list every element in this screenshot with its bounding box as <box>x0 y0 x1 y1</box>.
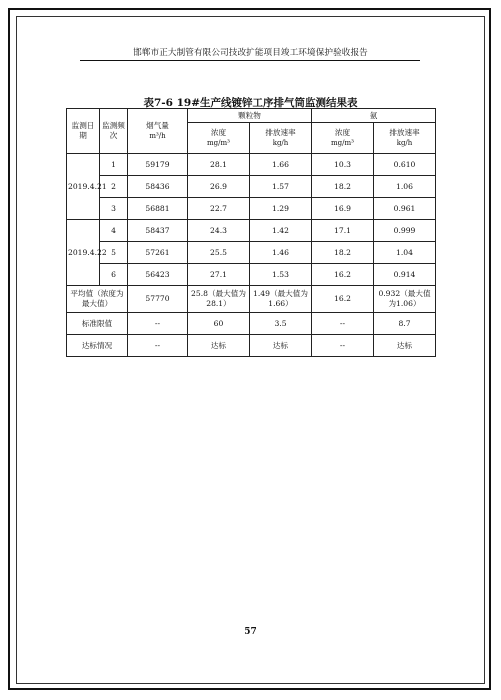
header-rate-label: 排放速率 <box>265 128 296 137</box>
standard-nh3-conc: -- <box>312 313 374 335</box>
nh3-rate-cell: 0.914 <box>374 264 436 286</box>
header-conc-unit: mg/m³ <box>331 139 354 147</box>
nh3-conc-cell: 18.2 <box>312 176 374 198</box>
pm-rate-cell: 1.29 <box>250 198 312 220</box>
standard-pm-rate: 3.5 <box>250 313 312 335</box>
result-pm-conc: 达标 <box>188 335 250 357</box>
header-conc-label: 浓度 <box>334 128 351 137</box>
flow-cell: 58437 <box>128 220 188 242</box>
flow-cell: 59179 <box>128 154 188 176</box>
standard-label: 标准限值 <box>67 313 128 335</box>
header-rule <box>80 60 420 61</box>
header-pm-conc <box>188 123 250 154</box>
average-row <box>67 286 436 313</box>
pm-conc-cell: 24.3 <box>188 220 250 242</box>
table-row <box>67 154 436 176</box>
pm-rate-cell: 1.53 <box>250 264 312 286</box>
pm-rate-cell: 1.46 <box>250 242 312 264</box>
compliance-row <box>67 335 436 357</box>
average-pm-rate: 1.49（最大值为1.66） <box>250 286 312 313</box>
result-pm-rate: 达标 <box>250 335 312 357</box>
pm-conc-cell: 25.5 <box>188 242 250 264</box>
flow-cell: 56881 <box>128 198 188 220</box>
header-flow <box>128 109 188 154</box>
table-title: 表7-6 19#生产线镀锌工序排气筒监测结果表 <box>143 97 358 109</box>
flow-cell: 56423 <box>128 264 188 286</box>
table-row <box>67 220 436 242</box>
result-flow: -- <box>128 335 188 357</box>
pm-rate-cell: 1.57 <box>250 176 312 198</box>
standard-pm-conc: 60 <box>188 313 250 335</box>
nh3-conc-cell: 17.1 <box>312 220 374 242</box>
freq-cell: 6 <box>100 264 128 286</box>
result-nh3-rate: 达标 <box>374 335 436 357</box>
date-cell: 2019.4.21 <box>67 154 100 220</box>
nh3-conc-cell: 18.2 <box>312 242 374 264</box>
freq-cell: 5 <box>100 242 128 264</box>
header-row-1 <box>67 109 436 123</box>
nh3-rate-cell: 0.999 <box>374 220 436 242</box>
average-pm-conc: 25.8（最大值为28.1） <box>188 286 250 313</box>
header-conc-unit: mg/m³ <box>207 139 230 147</box>
header-conc-label: 浓度 <box>210 128 227 137</box>
standard-nh3-rate: 8.7 <box>374 313 436 335</box>
table-row <box>67 264 436 286</box>
header-nh3-group: 氨 <box>312 109 436 123</box>
average-flow: 57770 <box>128 286 188 313</box>
monitoring-results-table <box>66 108 436 357</box>
table-row <box>67 176 436 198</box>
result-label: 达标情况 <box>67 335 128 357</box>
nh3-rate-cell: 1.06 <box>374 176 436 198</box>
flow-cell: 57261 <box>128 242 188 264</box>
header-pm-group: 颗粒物 <box>188 109 312 123</box>
running-header: 邯郸市正大制管有限公司技改扩能项目竣工环境保护验收报告 <box>133 48 368 58</box>
nh3-conc-cell: 16.2 <box>312 264 374 286</box>
standard-flow: -- <box>128 313 188 335</box>
average-label: 平均值（浓度为最大值） <box>67 286 128 313</box>
pm-conc-cell: 26.9 <box>188 176 250 198</box>
average-nh3-rate: 0.932（最大值为1.06） <box>374 286 436 313</box>
nh3-rate-cell: 1.04 <box>374 242 436 264</box>
header-date: 监测日期 <box>67 109 100 154</box>
result-nh3-conc: -- <box>312 335 374 357</box>
header-flow-unit: m³/h <box>149 132 166 140</box>
date-cell: 2019.4.22 <box>67 220 100 286</box>
standard-limit-row <box>67 313 436 335</box>
freq-cell: 1 <box>100 154 128 176</box>
flow-cell: 58436 <box>128 176 188 198</box>
freq-cell: 2 <box>100 176 128 198</box>
freq-cell: 4 <box>100 220 128 242</box>
table-row <box>67 242 436 264</box>
header-nh3-conc <box>312 123 374 154</box>
header-pm-rate <box>250 123 312 154</box>
pm-conc-cell: 27.1 <box>188 264 250 286</box>
header-freq: 监测频次 <box>100 109 128 154</box>
header-rate-label: 排放速率 <box>389 128 420 137</box>
header-nh3-rate <box>374 123 436 154</box>
page-number: 57 <box>244 627 257 637</box>
header-rate-unit: kg/h <box>272 139 289 147</box>
nh3-rate-cell: 0.961 <box>374 198 436 220</box>
nh3-rate-cell: 0.610 <box>374 154 436 176</box>
average-nh3-conc: 16.2 <box>312 286 374 313</box>
nh3-conc-cell: 10.3 <box>312 154 374 176</box>
pm-conc-cell: 28.1 <box>188 154 250 176</box>
pm-rate-cell: 1.66 <box>250 154 312 176</box>
freq-cell: 3 <box>100 198 128 220</box>
header-flow-label: 烟气量 <box>146 121 169 130</box>
header-rate-unit: kg/h <box>396 139 413 147</box>
pm-rate-cell: 1.42 <box>250 220 312 242</box>
table-row <box>67 198 436 220</box>
pm-conc-cell: 22.7 <box>188 198 250 220</box>
nh3-conc-cell: 16.9 <box>312 198 374 220</box>
